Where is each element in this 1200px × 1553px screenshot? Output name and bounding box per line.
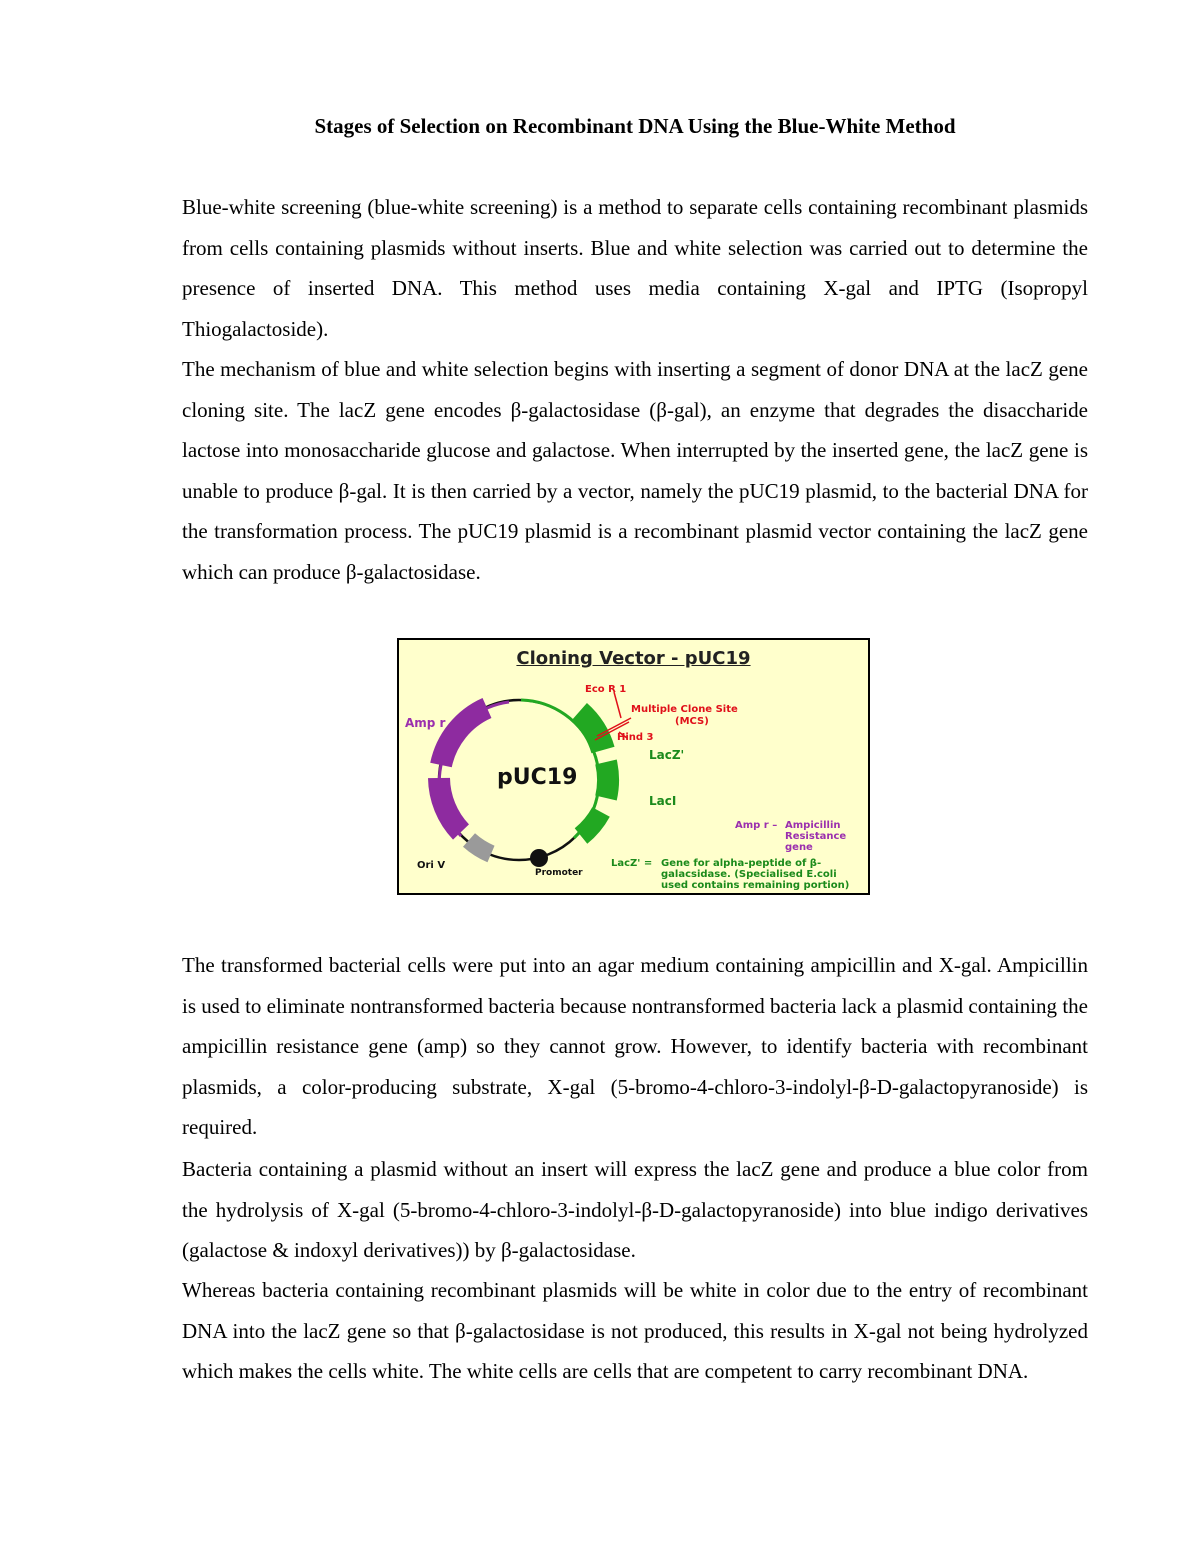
legend-amp-desc: Ampicillin Resistance gene [785,820,847,853]
figure-title: Cloning Vector - pUC19 [516,648,751,669]
paragraph-blue-color: Bacteria containing a plasmid without an insert will express the lacZ gene and produce a blue color from the hydrolysis of X-gal (5-bromo-4-chloro-3-indolyl-β-D-galactopyranoside) into blue indigo derivatives (galactose & indoxyl derivatives)) by β-galactosidase. [182,1157,1088,1263]
paragraph-mechanism: The mechanism of blue and white selection begins with inserting a segment of donor DNA at the lacZ gene cloning site. The lacZ gene encodes β-galactosidase (β-gal), an enzyme that degrades the disaccharide lactose into monosaccharide glucose and galactose. When interrupted by the inserted gene, the lacZ gene is unable to produce β-gal. It is then carried by a vector, namely the pUC19 plasmid, to the bacterial DNA for the transformation process. The pUC19 plasmid is a recombinant plasmid vector containing the lacZ gene which can produce β-galactosidase. [182,357,1088,584]
legend-lacz-key: LacZ' = [611,858,653,869]
paragraph-agar-medium: The transformed bacterial cells were put into an agar medium containing ampicillin and X-gal. Ampicillin is used to eliminate nontransformed bacteria because nontransformed bacteria lack a plasmid containing the ampicillin resistance gene (amp) so they cannot grow. However, to identify bacteria with recombinant plasmids, a color-producing substrate, X-gal (5-bromo-4-chloro-3-indolyl-β-D-galactopyranoside) is required. [182,953,1088,1140]
document-title: Stages of Selection on Recombinant DNA Using the Blue-White Method [314,114,956,138]
label-ecor1: Eco R 1 [585,684,627,695]
puc19-figure [397,638,870,895]
label-mcs-abbr: (MCS) [675,716,709,727]
plasmid-center-label: pUC19 [497,765,578,790]
paragraph-white-color: Whereas bacteria containing recombinant plasmids will be white in color due to the entry of recombinant DNA into the lacZ gene so that β-galactosidase is not produced, this results in X-gal not being hydrolyzed which makes the cells white. The white cells are cells that are competent to carry recombinant DNA. [182,1278,1088,1384]
label-ori: Ori V [417,860,446,871]
paragraph-intro: Blue-white screening (blue-white screening) is a method to separate cells containing recombinant plasmids from cells containing plasmids without inserts. Blue and white selection was carried out to determine the presence of inserted DNA. This method uses media containing X-gal and IPTG (Isopropyl Thiogalactoside). [182,195,1088,341]
label-hind3: Hind 3 [617,732,654,743]
label-lacz: LacZ' [649,748,685,762]
label-amp: Amp r [405,716,446,730]
legend-lacz-desc: Gene for alpha-peptide of β-galacsidase. (Specialised E.coli used contains remaining portion) [661,858,850,891]
label-mcs: Multiple Clone Site [631,704,738,715]
label-laci: LacI [649,794,677,808]
legend-amp-key: Amp r – [735,820,778,831]
plasmid-map-graphic [399,640,868,893]
label-promoter: Promoter [535,868,583,878]
